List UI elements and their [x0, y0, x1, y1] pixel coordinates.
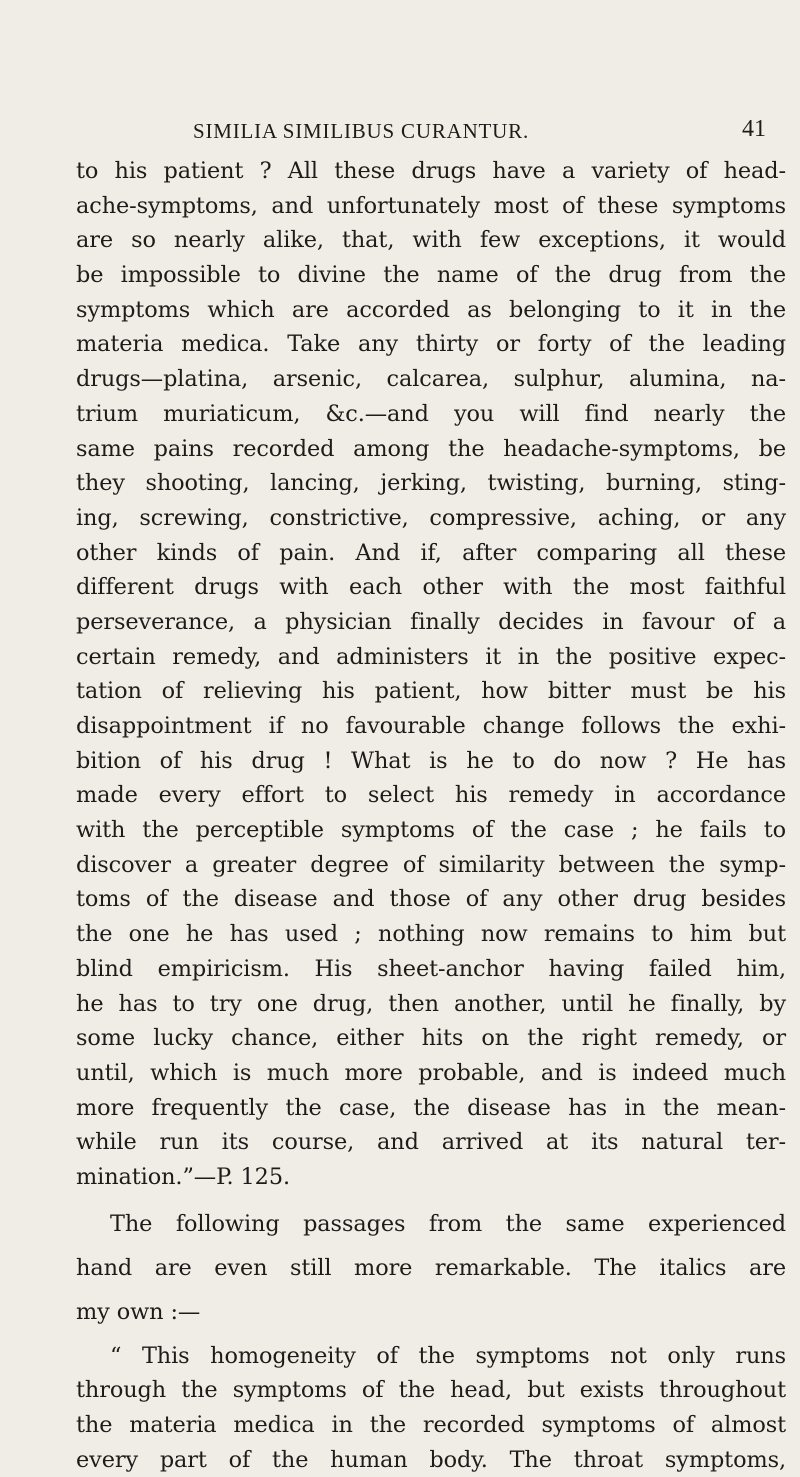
text-line: my own :— — [76, 1298, 201, 1325]
text-line: until, which is much more probable, and is indeed much — [76, 1059, 786, 1086]
text-line: the one he has used ; nothing now remains to him but — [76, 921, 786, 948]
text-line: trium muriaticum, &c.—and you will find nearly the — [76, 400, 786, 427]
text-line: drugs—platina, arsenic, calcarea, sulphur, alumina, na- — [76, 366, 786, 393]
text-line: blind empiricism. His sheet-anchor having failed him, — [76, 955, 786, 982]
text-line: mination.”—P. 125. — [76, 1163, 290, 1190]
text-line: symptoms which are accorded as belonging to it in the — [76, 296, 786, 323]
text-line: hand are even still more remarkable. The italics are — [76, 1254, 786, 1281]
text-line: “ This homogeneity of the symptoms not only runs — [110, 1342, 786, 1369]
text-line: perseverance, a physician finally decides in favour of a — [76, 608, 786, 635]
paragraph-spacer — [76, 1195, 786, 1202]
text-line: he has to try one drug, then another, until he finally, by — [76, 990, 786, 1017]
text-line: to his patient ? All these drugs have a variety of head- — [76, 158, 786, 184]
text-line: the materia medica in the recorded symptoms of almost — [76, 1412, 786, 1438]
text-line: discover a greater degree of similarity between the symp- — [76, 851, 786, 878]
text-line: different drugs with each other with the most faithful — [76, 574, 786, 601]
text-line: materia medica. Take any thirty or forty of the leading — [76, 331, 786, 358]
text-line: ing, screwing, constrictive, compressive, aching, or any — [76, 504, 786, 531]
text-line: disappointment if no favourable change follows the exhi- — [76, 713, 786, 739]
text-line: be impossible to divine the name of the drug from the — [76, 262, 786, 289]
text-line: same pains recorded among the headache-symptoms, be — [76, 435, 786, 462]
text-line: bition of his drug ! What is he to do now ? He has — [76, 747, 786, 774]
text-line: while run its course, and arrived at its natural ter- — [76, 1129, 786, 1156]
running-title: SIMILIA SIMILIBUS CURANTUR. — [192, 119, 530, 143]
body-text — [76, 154, 786, 1477]
text-line: every part of the human body. The throat symptoms, — [76, 1446, 786, 1473]
text-line: through the symptoms of the head, but exists throughout — [76, 1377, 786, 1404]
text-line: toms of the disease and those of any other drug besides — [76, 886, 786, 913]
text-line: certain remedy, and administers it in the positive expec- — [76, 643, 786, 670]
text-line: more frequently the case, the disease has in the mean- — [76, 1094, 786, 1121]
page-number: 41 — [742, 116, 766, 142]
text-line: The following passages from the same experienced — [110, 1210, 786, 1237]
paragraph-editorial-note — [76, 1202, 786, 1334]
running-head — [116, 118, 786, 144]
text-line: other kinds of pain. And if, after comparing all these — [76, 539, 786, 566]
paragraph-new-quotation — [76, 1339, 786, 1477]
text-line: some lucky chance, either hits on the right remedy, or — [76, 1025, 786, 1052]
text-line: tation of relieving his patient, how bitter must be his — [76, 678, 786, 705]
text-line: are so nearly alike, that, with few exceptions, it would — [76, 227, 786, 254]
text-line: ache-symptoms, and unfortunately most of these symptoms — [76, 192, 786, 219]
text-line: with the perceptible symptoms of the case ; he fails to — [76, 817, 786, 844]
text-line: made every effort to select his remedy in accordance — [76, 782, 786, 809]
text-line: they shooting, lancing, jerking, twisting, burning, sting- — [76, 470, 786, 497]
paragraph-quotation-continued — [76, 154, 786, 1195]
